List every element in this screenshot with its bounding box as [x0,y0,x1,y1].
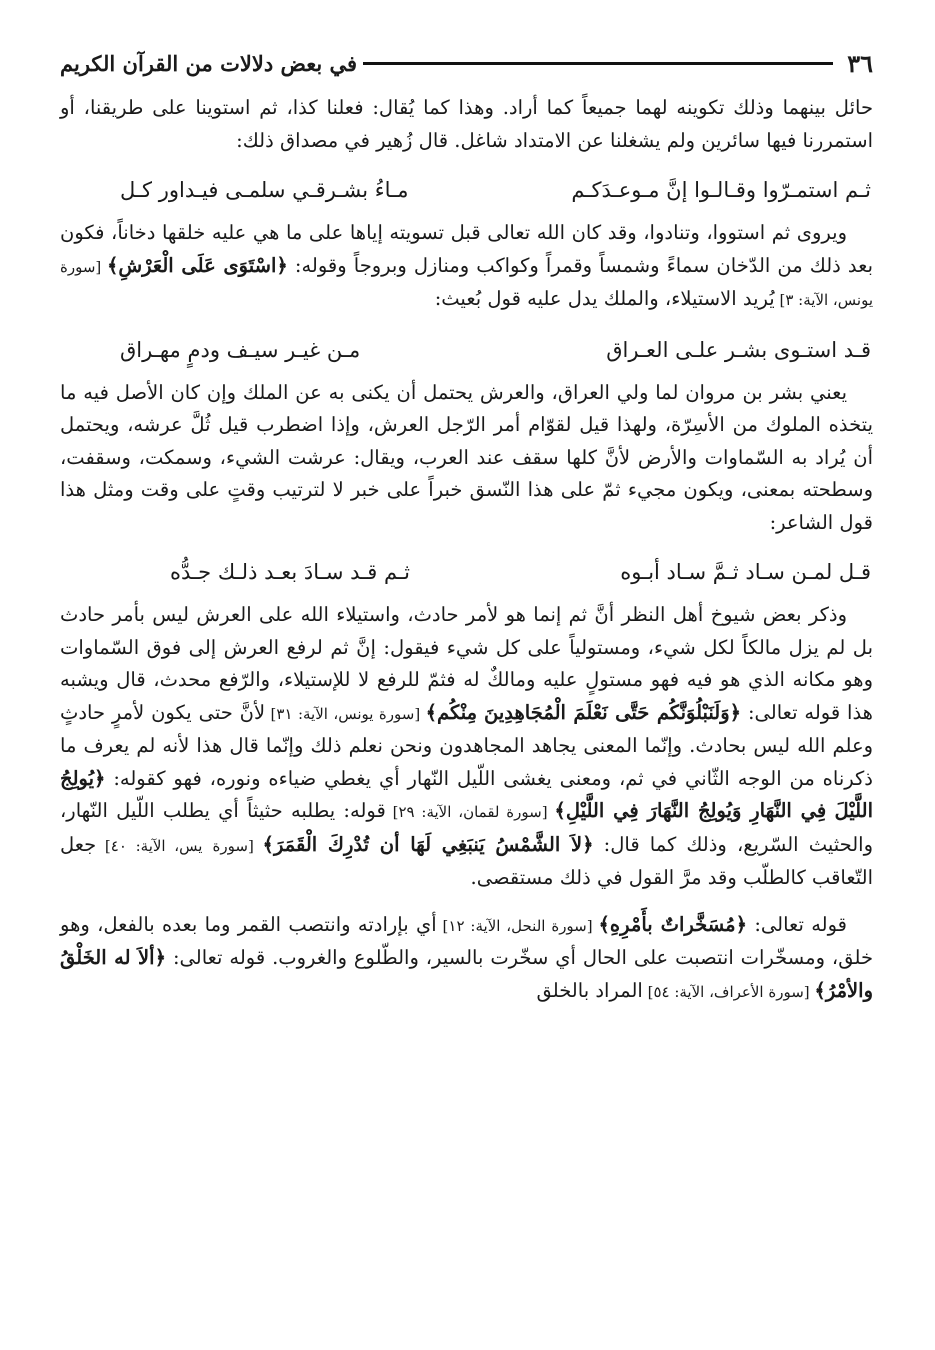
text-segment: أي بإرادته وانتصب القمر وما [204,912,437,936]
text-line: خلقها دخاناً، فكون بعد ذلك من الدّخان سماءً وشمساً وقمراً وكواكب ومنازل وبروجاً [60,221,873,277]
text-segment: لأنَّ حتى يكون لأمرٍ حادثٍ وعلم الله ليس بحادث. وإنّما [60,700,873,757]
surah-reference: [سورة يونس، الآية: ٣١] [265,704,426,723]
paragraph-5 [60,909,873,1009]
verse-second-hemistich: مـن غيـر سيـف ودمٍ مهـراق [120,337,361,362]
surah-reference: [سورة النحل، الآية: ١٢] [436,916,599,935]
poetry-verse-3 [60,555,873,589]
text-segment: يُريد الاستيلاء، والملك يدل عليه قول [487,287,775,310]
text-segment: جعل التّعاقب كالطلّب وقد مرَّ القول في ذلك مستقصى. [60,832,873,889]
page-header [60,46,873,80]
paragraph-1 [60,92,873,157]
surah-reference: [سورة الأعراف، الآية: ٥٤] [642,982,815,1001]
text-line: ذلك: [236,128,274,152]
text-segment: قوله: يطلبه حثيثاً أي يطلب اللّيل [116,799,386,822]
text-segment: الثّاني في ثم، ومعنى يغشى اللّيل النّهار أي يغطي ضياءه ونوره، فهو كقوله: [105,766,730,790]
verse-first-hemistich: قـد استـوى بشـر علـى العـراق [606,337,871,362]
poetry-verse-2 [60,333,873,367]
surah-reference: [سورة لقمان، الآية: ٢٩] [385,803,555,821]
quran-quote: ﴿وَلَنَبْلُوَنَّكُم حَتَّى نَعْلَمَ الْمُجَاهِدِينَ [484,700,742,724]
page-number: ٣٦ [847,48,873,78]
surah-reference: يس، الآية: ٤٠] [96,836,203,855]
quran-quote: ﴿ألاَ له الخَلْقُ والأمْرُ﴾ [60,946,873,1002]
text-line: بُعيث: [434,287,482,310]
page-body [60,92,873,1008]
text-line: حائل بينهما وذلك تكوينه لهما جميعاً كما أراد. وهذا كما يُقال: فعلنا كذا، ثم استوينا على [152,96,873,119]
text-segment: وقوله: [287,253,347,277]
text-line: المعنى يجاهد المجاهدون ونحن نعلم ذلك وإنّما قال هذا لأنه لم يعرف ما ذكرناه من الوجه [60,734,873,790]
text-line: الأصل فيه ما يتخذه الملوك من الأسِرّة، ولهذا قيل لقوّام أمر الرّجل العرش، وإذا اضطرب [60,380,873,436]
quran-quote: ﴿اسْتَوَى عَلَى الْعَرْشِ﴾ [106,253,288,277]
verse-second-hemistich: ثـم قـد سـادَ بعـد ذلـك جـدُّه [170,560,410,584]
text-line: طريقنا، أو استمررنا فيها سائرين ولم يشغلنا عن الامتداد شاغل. قال زُهير في مصداق [60,96,873,152]
running-title: في بعض دلالات من القرآن الكريم [60,50,358,76]
text-line: وذكر بعض شيوخ أهل النظر أنَّ ثم إنما هو لأمر حادث، واستيلاء الله على العرش [196,603,847,626]
quran-quote: فِي النَّهَارِ وَيُولِجُ النَّهَارَ فِي اللَّيْلِ﴾ [554,799,827,822]
surah-reference: [سورة [212,836,263,855]
surah-reference: [سورة يونس، الآية: ٣] [60,257,873,309]
paragraph-4 [60,599,873,895]
text-line: ويروى ثم استووا، وتنادوا، وقد كان الله تعالى قبل تسويته إياها على ما هي عليه [211,221,847,244]
header-rule [363,62,833,65]
quran-quote: ﴿يُولِجُ اللَّيْلَ [60,766,873,822]
text-segment: قوله تعالى: [747,912,847,936]
text-line: عرشت الشيء، وسمكت، وسقفت، وسطحته بمعنى، ويكون مجيء ثمّ على هذا النّسق [60,445,873,501]
quran-quote: مِنْكُم﴾ [425,700,478,724]
poetry-verse-1 [60,173,873,207]
text-segment: للإستيلاء، والرّفع محدث، قال ويشبه هذا قوله تعالى: [60,668,873,724]
text-line: قيل ثُلَّ عرشه، ويحتمل أن يُراد به السّماوات والأرض لأنَّ كلها سقف عند العرب، ويقال: [60,413,873,469]
quran-quote: ﴿مُسَخَّراتٌ بأَمْرِهِ﴾ [598,912,748,936]
quran-quote: ﴿لاَ الشَّمْسُ يَنبَغِي لَهَا أن تُدْرِكَ الْقَمَرَ﴾ [262,832,594,856]
paragraph-2 [60,217,873,317]
text-segment: المراد بالخلق [536,978,643,1002]
text-line: ليس بأمر حادث بل لم يزل مالكاً لكل شيء، ومستولياً على كل شيء فيقول: إنَّ ثم لرفع [60,603,873,659]
verse-first-hemistich: قـل لمـن سـاد ثـمَّ سـاد أبـوه [620,560,871,584]
verse-second-hemistich: مـاءُ بشـرقـي سلمـى فيـداور كـل [120,178,409,202]
text-segment: والغروب. قوله تعالى: [166,946,347,969]
text-line: بعده بالفعل، وهو خلق، ومسخّرات انتصبت على الحال أي سخّرت بالسير، والطّلوع [60,912,873,969]
paragraph-3 [60,377,873,540]
verse-first-hemistich: ثـم استمـرّوا وقـالـوا إنَّ مـوعـدَكـم [571,178,871,202]
text-segment: النّهار، والحثيث السّريع، وذلك كما قال: [60,799,873,856]
text-line: العرش إلى فوق السّماوات وهو مكانه الذي هو فيه فهو مستولٍ عليه ومالكٌ له فثمّ للرفع لا [60,635,873,691]
text-line: يعني بشر بن مروان لما ولي العراق، والعرش يحتمل أن يكنى به عن الملك وإن كان [170,380,847,404]
text-line: خبراً على خبر لا لترتيب وقتٍ على وقت ومثل هذا قول الشاعر: [60,478,873,534]
